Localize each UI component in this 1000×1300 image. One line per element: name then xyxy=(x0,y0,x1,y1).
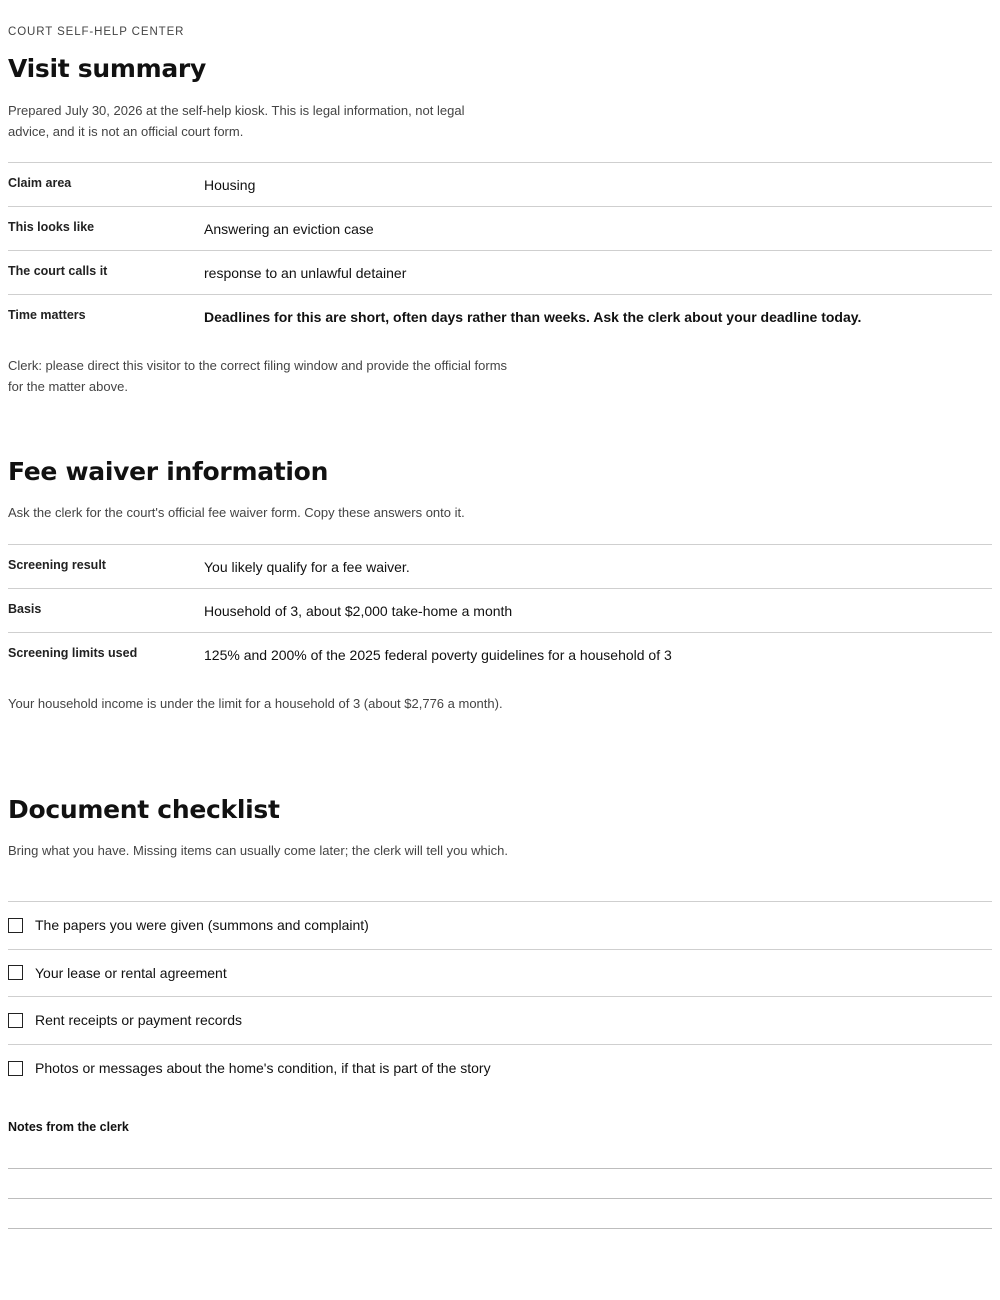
row-label: The court calls it xyxy=(8,263,108,278)
fee-waiver-intro: Ask the clerk for the court's official fee waiver form. Copy these answers onto it. xyxy=(8,505,465,520)
row-label: Screening result xyxy=(8,557,106,572)
checklist-intro: Bring what you have. Missing items can usually come later; the clerk will tell you which. xyxy=(8,843,508,858)
row-label: Time matters xyxy=(8,308,86,322)
summary-intro: Prepared July 30, 2026 at the self-help kiosk. This is legal information, not legal advice, and it is not an official court form. xyxy=(8,103,465,139)
row-value: Household of 3, about $2,000 take-home a month xyxy=(204,602,513,619)
checklist-item[interactable] xyxy=(8,997,992,1045)
row-value: Answering an eviction case xyxy=(204,220,374,237)
fee-row-screening-result xyxy=(8,545,992,589)
fee-row-screening-limits xyxy=(8,633,992,677)
summary-row-court-calls-it xyxy=(8,251,992,295)
checklist-item-label: Photos or messages about the home's condition, if that is part of the story xyxy=(35,1060,491,1077)
row-value: You likely qualify for a fee waiver. xyxy=(204,558,410,575)
fee-row-basis xyxy=(8,589,992,633)
checklist-item-label: Rent receipts or payment records xyxy=(35,1012,242,1029)
row-label: Screening limits used xyxy=(8,646,138,660)
checkbox[interactable] xyxy=(8,965,23,980)
fee-waiver-heading: Fee waiver information xyxy=(8,457,329,486)
document-checklist xyxy=(8,901,992,1092)
page-title: Visit summary xyxy=(8,54,206,83)
row-value: 125% and 200% of the 2025 federal poverty guidelines for a household of 3 xyxy=(204,647,672,663)
checklist-item[interactable] xyxy=(8,902,992,950)
checklist-item-label: Your lease or rental agreement xyxy=(35,964,227,981)
summary-row-time-matters xyxy=(8,295,992,339)
checklist-item-label: The papers you were given (summons and complaint) xyxy=(35,917,369,934)
checkbox[interactable] xyxy=(8,1061,23,1076)
checkbox[interactable] xyxy=(8,918,23,933)
row-label: This looks like xyxy=(8,219,95,234)
note-line xyxy=(8,1198,992,1199)
summary-row-claim-area xyxy=(8,163,992,207)
row-value: Housing xyxy=(204,176,256,193)
note-line xyxy=(8,1168,992,1169)
section-eyebrow: COURT SELF-HELP CENTER xyxy=(8,26,185,38)
checklist-item[interactable] xyxy=(8,950,992,998)
row-label: Basis xyxy=(8,601,42,616)
clerk-notes-label: Notes from the clerk xyxy=(8,1120,129,1134)
deadline-warning: Deadlines for this are short, often days rather than weeks. Ask the clerk about your deadline today. xyxy=(204,309,862,325)
checklist-item[interactable] xyxy=(8,1045,992,1093)
row-label: Claim area xyxy=(8,175,72,190)
checkbox[interactable] xyxy=(8,1013,23,1028)
summary-table xyxy=(8,162,992,339)
summary-row-looks-like xyxy=(8,207,992,251)
fee-waiver-table xyxy=(8,544,992,677)
clerk-instruction: Clerk: please direct this visitor to the correct filing window and provide the official forms for the matter above. xyxy=(8,358,508,394)
note-line xyxy=(8,1228,992,1229)
checklist-heading: Document checklist xyxy=(8,795,280,824)
fee-waiver-note: Your household income is under the limit for a household of 3 (about $2,776 a month). xyxy=(8,696,503,711)
row-value: response to an unlawful detainer xyxy=(204,264,407,281)
